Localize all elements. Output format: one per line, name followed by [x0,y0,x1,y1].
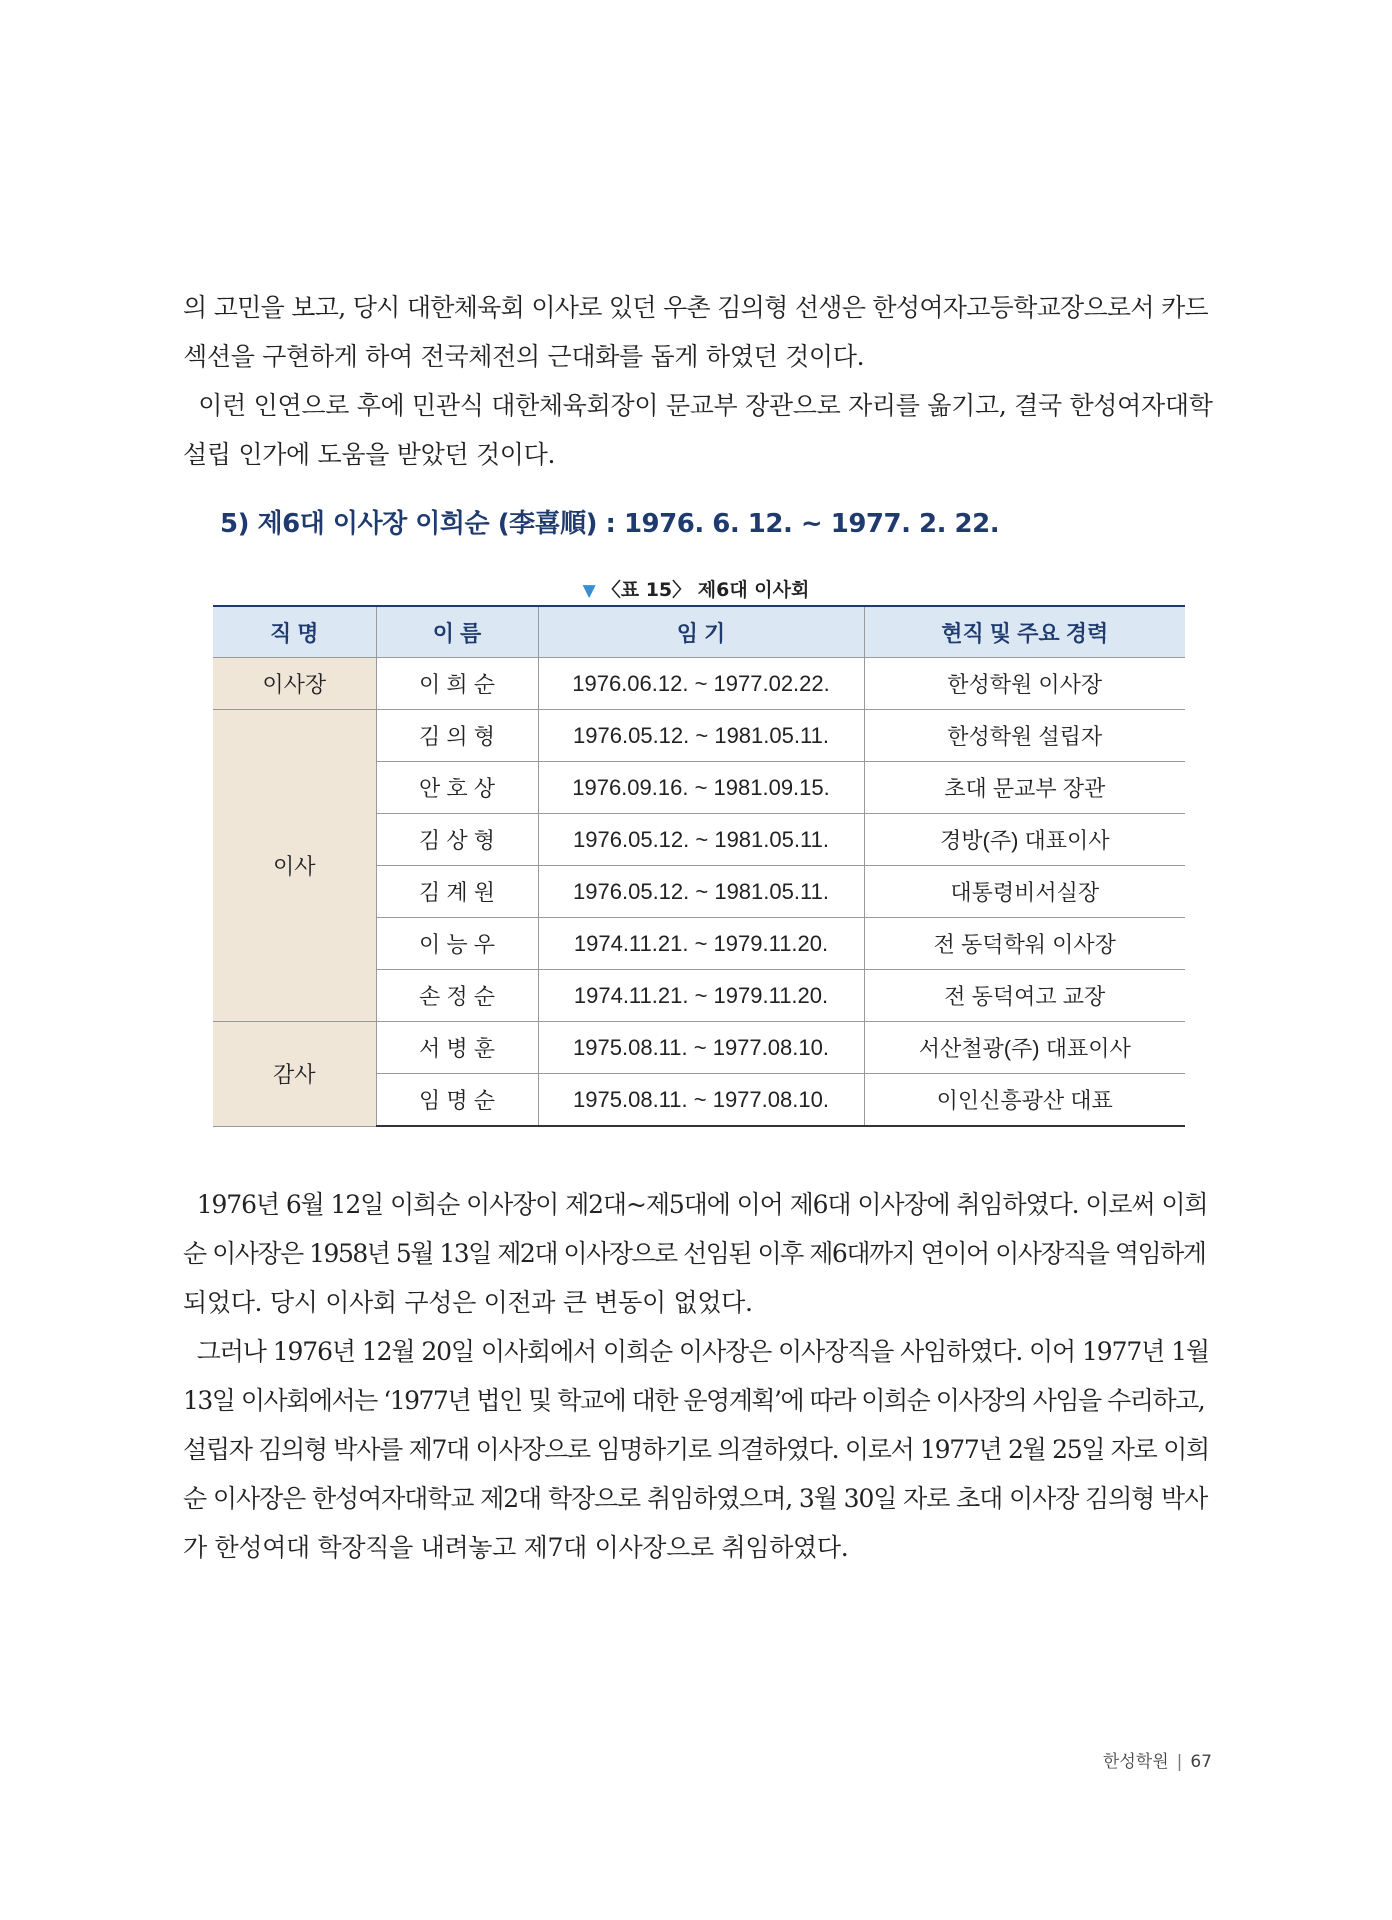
body-line: 순 이사장은 한성여자대학교 제2대 학장으로 취임하였으며, 3월 30일 자로 초대 이사장 김의형 박사 [183,1484,1208,1513]
career-cell: 전 동덕학워 이사장 [864,918,1185,970]
name-cell: 안 호 상 [376,762,538,814]
name-cell: 김 상 형 [376,814,538,866]
term-cell: 1976.05.12. ~ 1981.05.11. [538,710,864,762]
table-row [213,710,1185,762]
header-career: 현직 및 주요 경력 [864,606,1185,658]
board-members-table [213,605,1185,1127]
career-cell: 서산철광(주) 대표이사 [864,1022,1185,1074]
position-cell: 감사 [213,1022,376,1127]
body-line: 되었다. 당시 이사회 구성은 이전과 큰 변동이 없었다. [183,1288,753,1317]
name-cell: 김 계 원 [376,866,538,918]
career-cell: 이인신흥광산 대표 [864,1074,1185,1127]
term-cell: 1974.11.21. ~ 1979.11.20. [538,918,864,970]
name-cell: 김 의 형 [376,710,538,762]
intro-line: 이런 인연으로 후에 민관식 대한체육회장이 문교부 장관으로 자리를 옮기고, 결국 한성여자대학 [183,391,1213,420]
intro-line: 섹션을 구현하게 하여 전국체전의 근대화를 돕게 하였던 것이다. [183,342,865,371]
body-line: 순 이사장은 1958년 5월 13일 제2대 이사장으로 선임된 이후 제6대까지 연이어 이사장직을 역임하게 [183,1239,1206,1268]
name-cell: 손 정 순 [376,970,538,1022]
term-cell: 1976.05.12. ~ 1981.05.11. [538,814,864,866]
name-cell: 임 명 순 [376,1074,538,1127]
career-cell: 한성학원 이사장 [864,658,1185,710]
intro-line: 설립 인가에 도움을 받았던 것이다. [183,440,556,469]
table-row [213,658,1185,710]
body-line: 그러나 1976년 12월 20일 이사회에서 이희순 이사장은 이사장직을 사임하였다. 이어 1977년 1월 [183,1337,1209,1366]
term-cell: 1976.05.12. ~ 1981.05.11. [538,866,864,918]
body-line: 설립자 김의형 박사를 제7대 이사장으로 임명하기로 의결하였다. 이로서 1977년 2월 25일 자로 이희 [183,1435,1209,1464]
career-cell: 전 동덕여고 교장 [864,970,1185,1022]
term-cell: 1976.06.12. ~ 1977.02.22. [538,658,864,710]
name-cell: 이 능 우 [376,918,538,970]
career-cell: 경방(주) 대표이사 [864,814,1185,866]
intro-line: 의 고민을 보고, 당시 대한체육회 이사로 있던 우촌 김의형 선생은 한성여자고등학교장으로서 카드 [183,293,1208,322]
table-header-row [213,606,1185,658]
header-term: 임 기 [538,606,864,658]
position-cell: 이사 [213,710,376,1022]
career-cell: 초대 문교부 장관 [864,762,1185,814]
body-line: 가 한성여대 학장직을 내려놓고 제7대 이사장으로 취임하였다. [183,1533,849,1562]
table-caption-text: 〈표 15〉 제6대 이사회 [601,579,810,601]
intro-paragraph [183,283,1215,479]
position-cell: 이사장 [213,658,376,710]
footer-publisher: 한성학원 [1102,1752,1169,1772]
name-cell: 서 병 훈 [376,1022,538,1074]
section-heading: 5) 제6대 이사장 이희순 (李喜順) : 1976. 6. 12. ~ 1977. 2. 22. [220,509,1000,539]
term-cell: 1975.08.11. ~ 1977.08.10. [538,1074,864,1127]
body-line: 13일 이사회에서는 ‘1977년 법인 및 학교에 대한 운영계획’에 따라 이희순 이사장의 사임을 수리하고, [183,1386,1205,1415]
table-row [213,1022,1185,1074]
body-line: 1976년 6월 12일 이희순 이사장이 제2대~제5대에 이어 제6대 이사장에 취임하였다. 이로써 이희 [183,1190,1208,1219]
term-cell: 1974.11.21. ~ 1979.11.20. [538,970,864,1022]
term-cell: 1975.08.11. ~ 1977.08.10. [538,1022,864,1074]
career-cell: 대통령비서실장 [864,866,1185,918]
name-cell: 이 희 순 [376,658,538,710]
page-footer [1103,1747,1212,1772]
page-number: 67 [1190,1752,1212,1772]
footer-divider: | [1176,1752,1183,1772]
header-position: 직 명 [213,606,376,658]
header-name: 이 름 [376,606,538,658]
term-cell: 1976.09.16. ~ 1981.09.15. [538,762,864,814]
career-cell: 한성학원 설립자 [864,710,1185,762]
triangle-down-icon: ▼ [582,581,596,601]
table-caption [0,575,1392,602]
body-paragraph [183,1180,1215,1572]
